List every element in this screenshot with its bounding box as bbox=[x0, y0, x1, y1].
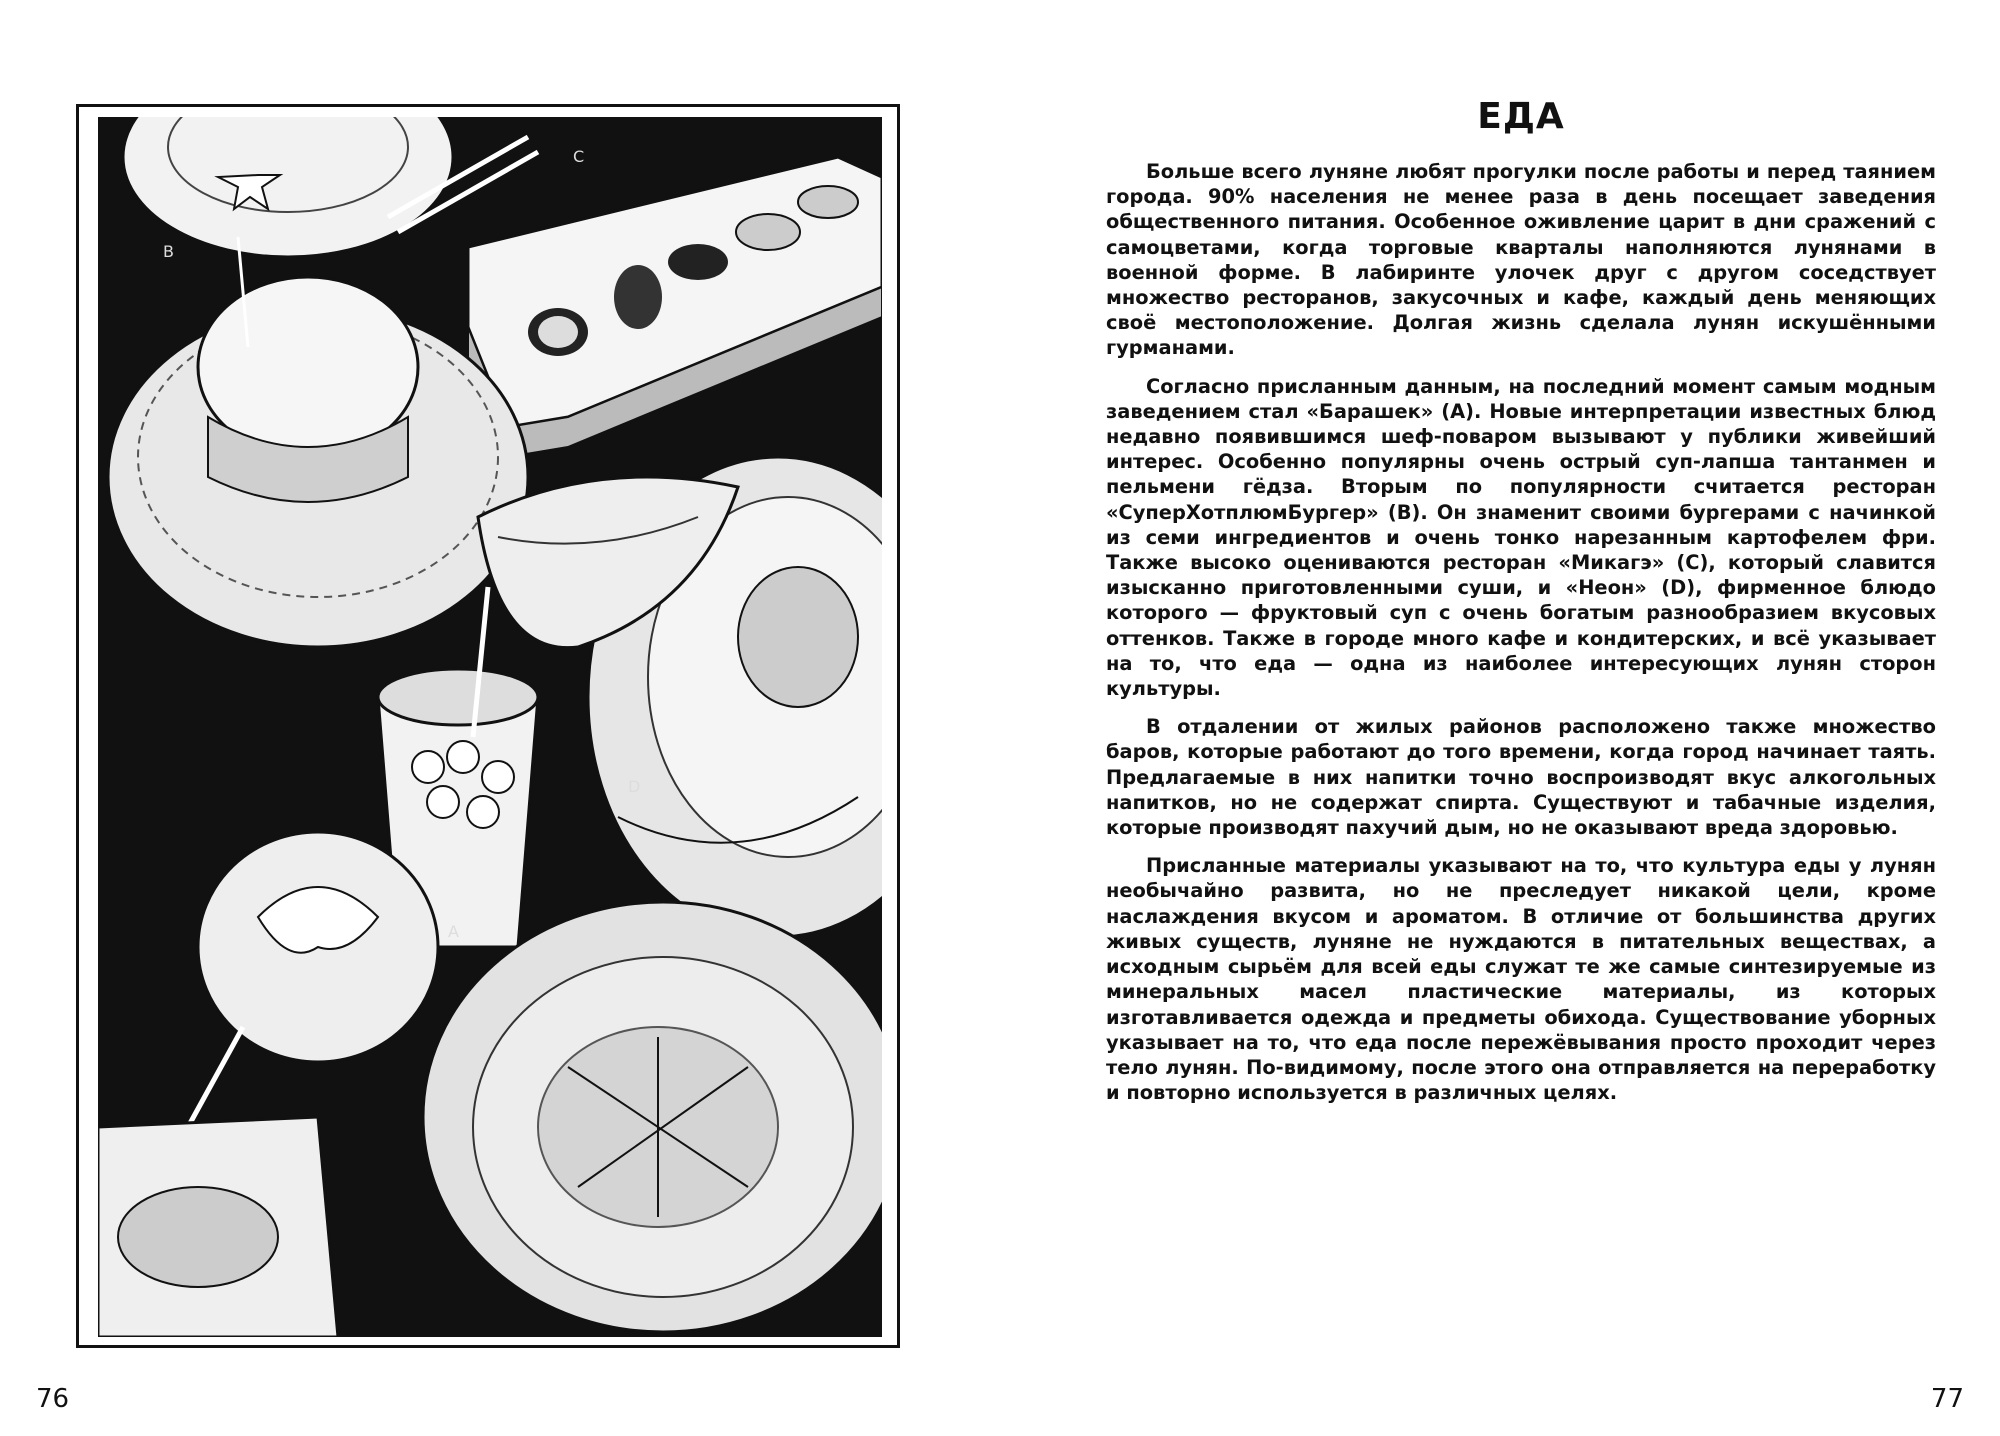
gyoza-board-drawing bbox=[98, 1117, 338, 1337]
page-number-right: 77 bbox=[1930, 1384, 1964, 1414]
food-illustration bbox=[76, 104, 900, 1348]
article-paragraph-3: В отдалении от жилых районов расположено также множество баров, которые работают до того времени, когда город начинает таять. Предлагаемые в них напитки точно воспроизводят вкус алкогольных напитков, но не содержат спирта. Существуют и табачные изделия, которые производят пахучий дым, но не оказывают вреда здоровью. bbox=[1106, 715, 1936, 840]
figure-label-c: C bbox=[573, 147, 585, 166]
article-paragraph-1: Больше всего луняне любят прогулки после работы и перед таянием города. 90% населения не менее раза в день посещает заведения общественного питания. Особенное оживление царит в дни сражений с самоцветами, когда торговые кварталы наполняются лунянами в военной форме. В лабиринте улочек друг с другом соседствует множество ресторанов, закусочных и кафе, каждый день меняющих своё местоположение. Долгая жизнь сделала лунян искушёнными гурманами. bbox=[1106, 160, 1936, 360]
figure-label-d: D bbox=[628, 777, 641, 796]
article-paragraph-2: Согласно присланным данным, на последний момент самым модным заведением стал «Барашек» (A). Новые интерпретации известных блюд недавно появившимся шеф-поваром вызывают у публики живейший интерес. Особенно популярны очень острый суп-лапша тантанмен и пельмени гёдза. Вторым по популярности считается ресторан «СуперХотплюмБургер» (B). Он знаменит своими бургерами с начинкой из семи ингредиентов и очень тонко нарезанным картофелем фри. Также высоко оцениваются ресторан «Микагэ» (C), который славится изысканно приготовленными суши, и «Неон» (D), фирменное блюдо которого — фруктовый суп с очень богатым разнообразием вкусовых оттенков. Также в городе много кафе и кондитерских, и всё указывает на то, что еда — одна из наиболее интересующих лунян сторон культуры. bbox=[1106, 374, 1936, 701]
page-number-left: 76 bbox=[36, 1384, 70, 1414]
article-paragraph-4: Присланные материалы указывают на то, что культура еды у лунян необычайно развита, но не преследует никакой цели, кроме наслаждения вкусом и ароматом. В отличие от большинства других живых существ, луняне не нуждаются в питательных веществах, а исходным сырьём для всей еды служат те же самые синтезируемые из минеральных масел пластические материалы, из которых изготавливается одежда и предметы обихода. Существование уборных указывает на то, что еда после пережёвывания просто проходит через тело лунян. По-видимому, после этого она отправляется на переработку и повторно используется в различных целях. bbox=[1106, 854, 1936, 1105]
article-title: ЕДА bbox=[1477, 96, 1565, 137]
figure-label-b: B bbox=[163, 242, 174, 261]
figure-label-a: A bbox=[448, 922, 459, 941]
food-illustration-drawing bbox=[98, 117, 882, 1337]
ramen-bowl-drawing bbox=[423, 902, 882, 1332]
article-column bbox=[1106, 96, 1936, 1118]
